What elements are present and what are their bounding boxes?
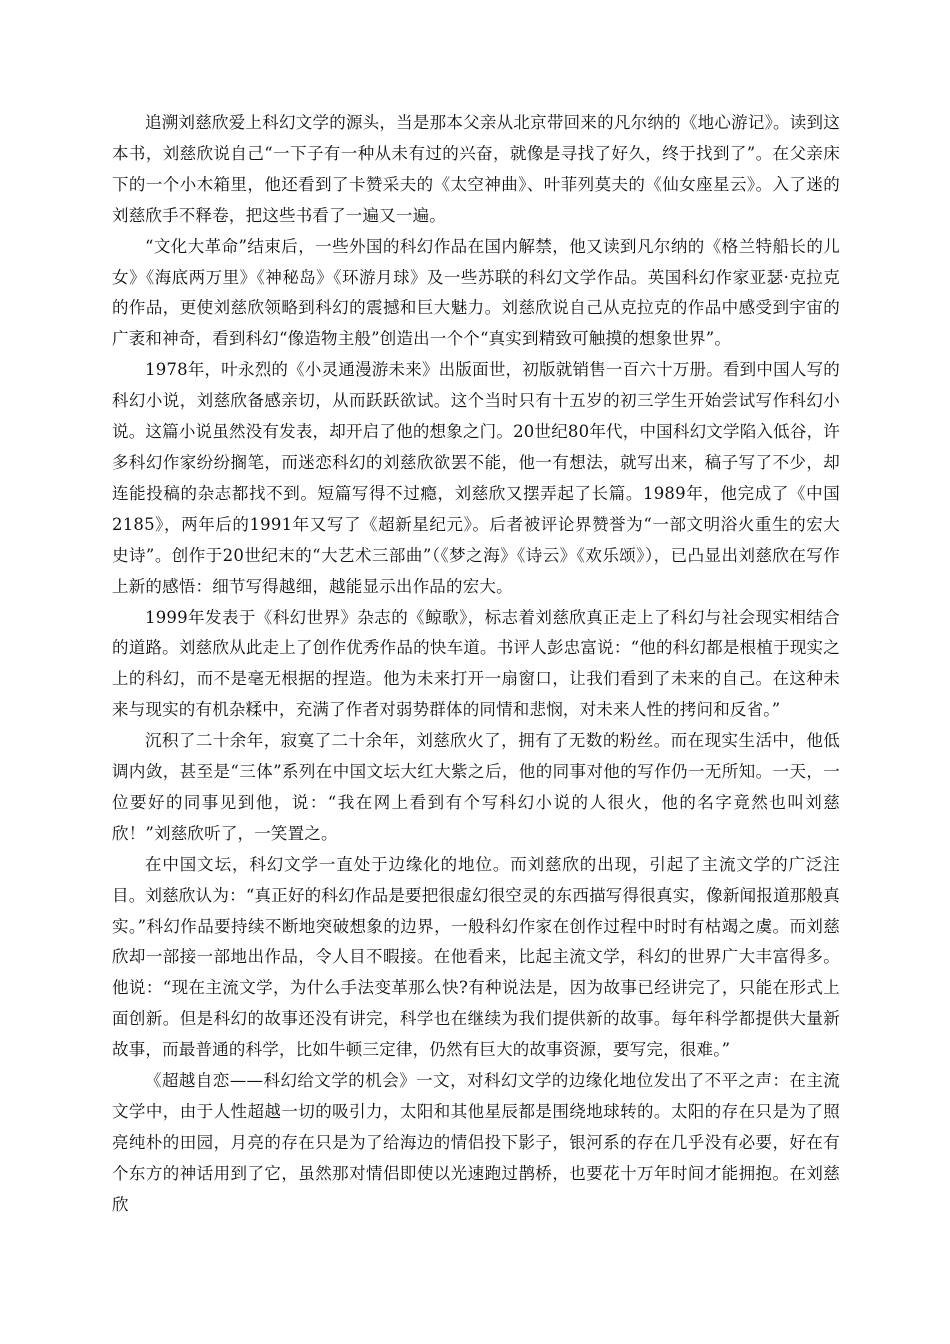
paragraph: 在中国文坛，科幻文学一直处于边缘化的地位。而刘慈欣的出现，引起了主流文学的广泛注目。刘慈欣认为：“真正好的科幻作品是要把很虚幻很空灵的东西描写得很真实，像新闻报道那般真实。”科幻作品要持续不断地突破想象的边界，一般科幻作家在创作过程中时时有枯竭之虞。而刘慈欣却一部接一部地出作品，令人目不暇接。在他看来，比起主流文学，科幻的世界广大丰富得多。他说：“现在主流文学，为什么手法变革那么快?有种说法是，因为故事已经讲完了，只能在形式上面创新。但是科幻的故事还没有讲完，科学也在继续为我们提供新的故事。每年科学都提供大量新故事，而最普通的科学，比如牛顿三定律，仍然有巨大的故事资源，要写完，很难。”	[112, 854, 840, 1060]
paragraph: 《超越自恋——科幻给文学的机会》一文，对科幻文学的边缘化地位发出了不平之声：在主流文学中，由于人性超越一切的吸引力，太阳和其他星辰都是围绕地球转的。太阳的存在只是为了照亮纯朴的田园，月亮的存在只是为了给海边的情侣投下影子，银河系的存在几乎没有必要，好在有个东方的神话用到了它，虽然那对情侣即使以光速跑过鹊桥，也要花十万年时间才能拥抱。在刘慈欣	[112, 1071, 840, 1214]
paragraph: 追溯刘慈欣爱上科幻文学的源头，当是那本父亲从北京带回来的凡尔纳的《地心游记》。读到这本书，刘慈欣说自己“一下子有一种从未有过的兴奋，就像是寻找了好久，终于找到了”。在父亲床下的一个小木箱里，他还看到了卡赞采夫的《太空神曲》、叶菲列莫夫的《仙女座星云》。入了迷的刘慈欣手不释卷，把这些书看了一遍又一遍。	[112, 113, 840, 225]
paragraph: 1978年，叶永烈的《小灵通漫游未来》出版面世，初版就销售一百六十万册。看到中国人写的科幻小说，刘慈欣备感亲切，从而跃跃欲试。这个当时只有十五岁的初三学生开始尝试写作科幻小说。这篇小说虽然没有发表，却开启了他的想象之门。20世纪80年代，中国科幻文学陷入低谷，许多科幻作家纷纷搁笔，而迷恋科幻的刘慈欣欲罢不能，他一有想法，就写出来，稿子写了不少，却连能投稿的杂志都找不到。短篇写得不过瘾，刘慈欣又摆弄起了长篇。1989年，他完成了《中国2185》，两年后的1991年又写了《超新星纪元》。后者被评论界赞誉为“一部文明浴火重生的宏大史诗”。创作于20世纪末的“大艺术三部曲”（《梦之海》《诗云》《欢乐颂》），已凸显出刘慈欣在写作上新的感悟：细节写得越细，越能显示出作品的宏大。	[112, 360, 840, 596]
paragraph: 沉积了二十余年，寂寞了二十余年，刘慈欣火了，拥有了无数的粉丝。而在现实生活中，他低调内敛，甚至是“三体”系列在中国文坛大红大紫之后，他的同事对他的写作仍一无所知。一天，一位要好的同事见到他，说：“我在网上看到有个写科幻小说的人很火，他的名字竟然也叫刘慈欣！”刘慈欣听了，一笑置之。	[112, 731, 840, 843]
paragraph: 1999年发表于《科幻世界》杂志的《鲸歌》，标志着刘慈欣真正走上了科幻与社会现实相结合的道路。刘慈欣从此走上了创作优秀作品的快车道。书评人彭忠富说：“他的科幻都是根植于现实之上的科幻，而不是毫无根据的捏造。他为未来打开一扇窗口，让我们看到了未来的自己。在这种未来与现实的有机杂糅中，充满了作者对弱势群体的同情和悲悯，对未来人性的拷问和反省。”	[112, 607, 840, 720]
document-body	[112, 108, 840, 1221]
paragraph: “文化大革命”结束后，一些外国的科幻作品在国内解禁，他又读到凡尔纳的《格兰特船长的儿女》《海底两万里》《神秘岛》《环游月球》及一些苏联的科幻文学作品。英国科幻作家亚瑟·克拉克的作品，更使刘慈欣领略到科幻的震撼和巨大魅力。刘慈欣说自己从克拉克的作品中感受到宇宙的广袤和神奇，看到科幻“像造物主般”创造出一个个“真实到精致可触摸的想象世界”。	[112, 236, 840, 349]
